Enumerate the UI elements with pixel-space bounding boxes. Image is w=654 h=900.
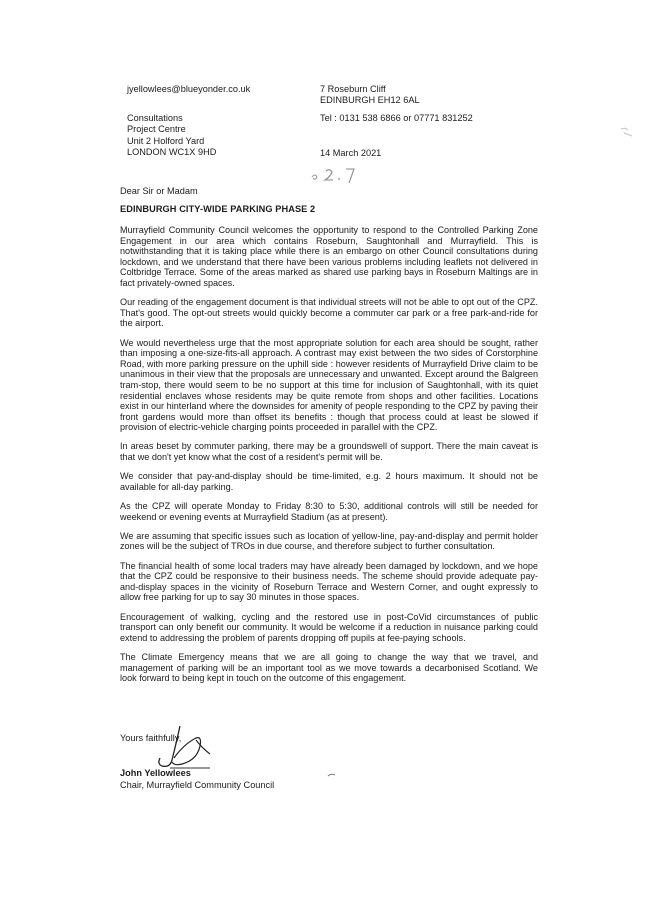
recipient-address-line: Consultations bbox=[127, 113, 183, 123]
body-paragraph: Encouragement of walking, cycling and the restored use in post-CoVid circumstances of public transport can only benefit our community. It would be welcome if a reduction in nuisance parking could extend to addressing the problem of parents dropping off pupils at fee-paying schools. bbox=[120, 611, 538, 643]
sender-address-line: 7 Roseburn Cliff bbox=[320, 84, 386, 94]
body-paragraph: As the CPZ will operate Monday to Friday 8:30 to 5:30, additional controls will still be needed for weekend or evening events at Murrayfield Stadium (as at present). bbox=[120, 501, 538, 522]
body-paragraph: We are assuming that specific issues such as location of yellow-line, pay-and-display and permit holder zones will be the subject of TROs in due course, and therefore subject to further consultation. bbox=[120, 530, 538, 552]
body-paragraph: We consider that pay-and-display should be time-limited, e.g. 2 hours maximum. It should not be available for all-day parking. bbox=[120, 471, 538, 492]
body-paragraph: In areas beset by commuter parking, there may be a groundswell of support. There the main caveat is that we don't yet know what the cost of a resident's permit will be. bbox=[120, 441, 538, 463]
signatory-name: John Yellowlees bbox=[120, 768, 191, 778]
recipient-address-line: Unit 2 Holford Yard bbox=[127, 135, 205, 146]
body-paragraph: Murrayfield Community Council welcomes the opportunity to respond to the Controlled Parking Zone Engagement in our area which contains Roseburn, Saughtonhall and Murrayfield. This is notwithstanding that it is taking place while there is an embargo on other Council consultations during lockdown, and we understand that there have been various problems including leaflets not delivered in Coltbridge Terrace. Some of the areas marked as shared use parking bays in Roseburn Maltings are in fact privately-owned spaces. bbox=[120, 225, 538, 288]
body-paragraph: Our reading of the engagement document is that individual streets will not be able to opt out of the CPZ. That's good. The opt-out streets would quickly become a commuter car park or a free park-and-ride for the airport. bbox=[120, 297, 538, 329]
stray-mark bbox=[326, 771, 338, 779]
closing: Yours faithfully, bbox=[120, 733, 182, 743]
recipient-address-line: LONDON WC1X 9HD bbox=[127, 146, 217, 157]
letter-date: 14 March 2021 bbox=[320, 148, 382, 158]
salutation: Dear Sir or Madam bbox=[120, 186, 198, 196]
handwritten-signature bbox=[150, 722, 220, 774]
sender-address-line: EDINBURGH EH12 6AL bbox=[320, 95, 420, 106]
letter-body bbox=[120, 225, 538, 692]
recipient-address bbox=[127, 113, 216, 158]
sender-email: jyellowlees@blueyonder.co.uk bbox=[127, 84, 251, 94]
body-paragraph: We would nevertheless urge that the most appropriate solution for each area should be sought, rather than imposing a one-size-fits-all approach. A contrast may exist between the two sides of Corstorphine Road, with more parking pressure on the uphill side : however residents of Murrayfield Drive claim to be unanimous in their view that the proposals are unnecessary and unwanted. Except around the Balgreen tram-stop, there would seem to be no support at this time for inclusion of Saughtonhall, with its quiet residential enclaves whose residents may be quite remote from shops and other facilities. Locations exist in our hinterland where the downsides for amenity of people responding to the CPZ by paving their front gardens would more than offset its benefits : though that process could at least be slowed if provision of electric-vehicle charging points proceeded in parallel with the CPZ. bbox=[120, 337, 538, 433]
body-paragraph: The financial health of some local traders may have already been damaged by lockdown, and we hope that the CPZ could be responsive to their business needs. The scheme should provide adequate pay-and-display spaces in the vicinity of Roseburn Terrace and Western Corner, and ought expressly to allow free parking for up to say 30 minutes in those spaces. bbox=[120, 560, 538, 603]
sender-address bbox=[320, 84, 420, 107]
signatory-title: Chair, Murrayfield Community Council bbox=[120, 780, 275, 790]
handwritten-scribble bbox=[308, 163, 360, 189]
recipient-address-line: Project Centre bbox=[127, 124, 186, 135]
margin-mark bbox=[618, 125, 638, 139]
sender-telephone: Tel : 0131 538 6866 or 07771 831252 bbox=[320, 113, 473, 123]
body-paragraph: The Climate Emergency means that we are all going to change the way that we travel, and management of parking will be an important tool as we move towards a decarbonised Scotland. We look forward to being kept in touch on the outcome of this engagement. bbox=[120, 651, 538, 684]
subject-heading: EDINBURGH CITY-WIDE PARKING PHASE 2 bbox=[120, 204, 316, 214]
